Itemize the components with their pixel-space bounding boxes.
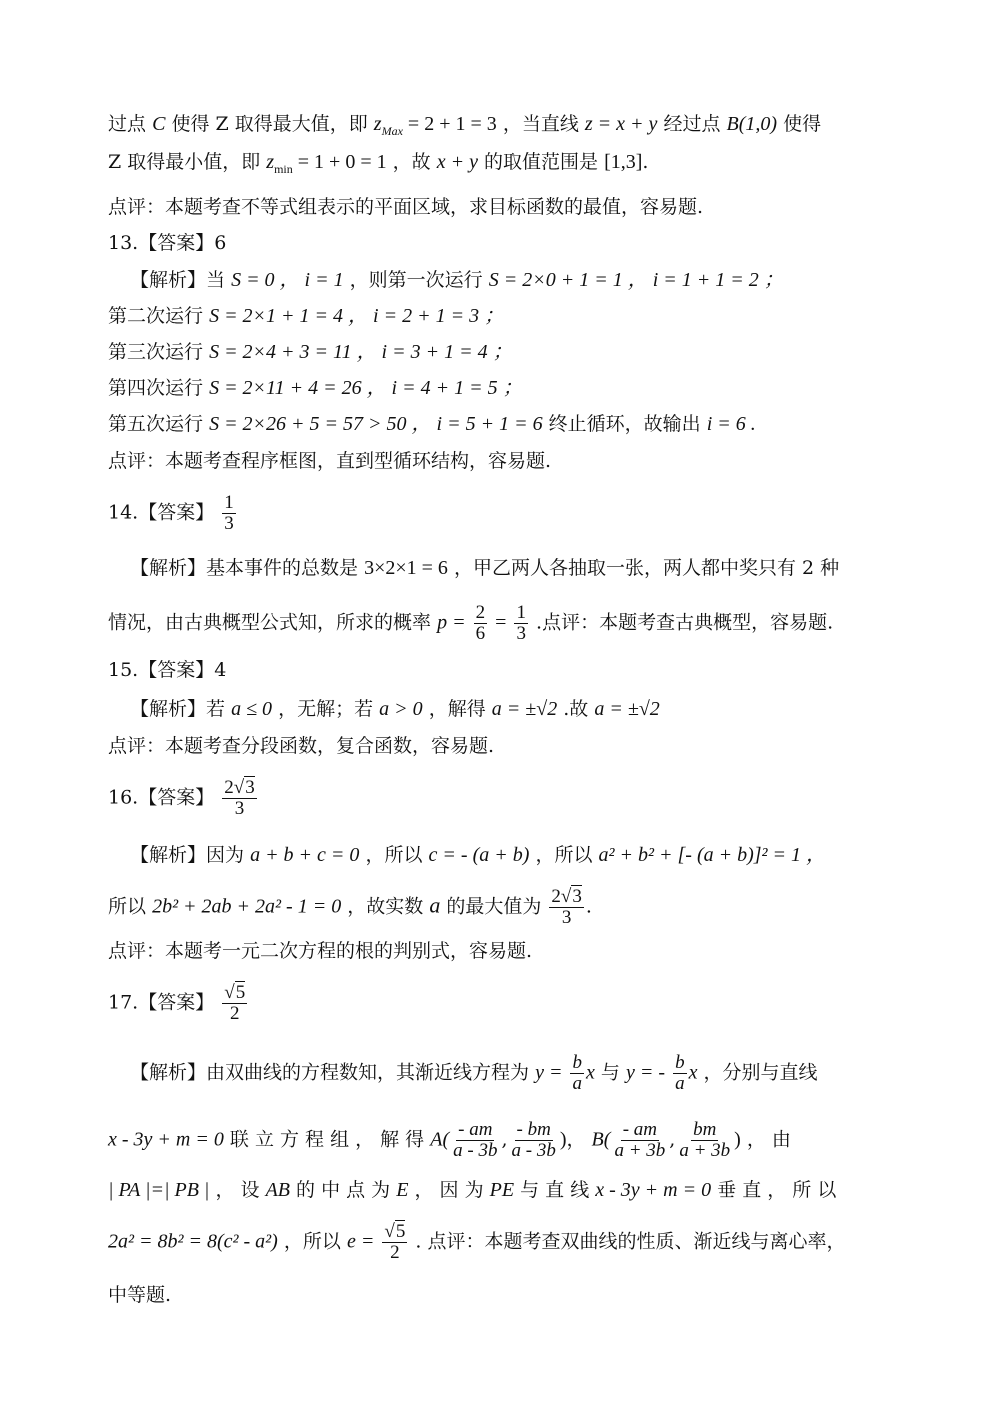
comment-line: 点评：本题考查程序框图，直到型循环结构，容易题. bbox=[108, 450, 552, 472]
math: a bbox=[429, 892, 441, 918]
answer-heading: 17.【答案】 $\frac{√5}{2}$ bbox=[108, 982, 246, 1024]
answer-heading: 14.【答案】 $\frac{1}{3}$ bbox=[108, 492, 234, 534]
fraction: $\frac{2√3}{3}$ bbox=[551, 886, 582, 928]
text: 过点 bbox=[108, 113, 147, 135]
text-line: 【解析】若 a ≤ 0 ，无解；若 a > 0 ，解得 a = ±√2 .故 a = ±√2 bbox=[130, 698, 660, 720]
fraction: $\frac{2}{6}$ bbox=[475, 602, 486, 644]
text: Z 取得最小值，即 bbox=[108, 151, 261, 173]
math: a = ±√2 bbox=[594, 698, 660, 720]
math: B(1,0) bbox=[726, 113, 778, 135]
text-line: 【解析】由双曲线的方程数知，其渐近线方程为 y = $\frac{b}{a}$ x 与 y = - $\frac{b}{a}$ x ，分别与直线 bbox=[130, 1052, 818, 1094]
math: a + b + c = 0 bbox=[250, 844, 360, 866]
answer-heading: 13.【答案】6 bbox=[108, 232, 227, 254]
math: S = 2×26 + 5 = 57 > 50 ， i = 5 + 1 = 6 bbox=[209, 413, 543, 435]
fraction: $\frac{1}{3}$ bbox=[224, 492, 234, 534]
math: S = 2×1 + 1 = 4 ， i = 2 + 1 = 3 ； bbox=[209, 305, 505, 327]
text-line: Z 取得最小值，即 $z_{min} = 1 + 0 = 1$ ，故 x + y 的取值范围是 [1,3]. bbox=[108, 151, 649, 176]
text: 经过点 bbox=[663, 113, 721, 135]
text: 使得 bbox=[783, 113, 822, 135]
math: a = ±√2 bbox=[491, 698, 558, 720]
math: [1,3] bbox=[604, 151, 643, 173]
text-line: 第二次运行 S = 2×1 + 1 = 4 ， i = 2 + 1 = 3 ； bbox=[108, 305, 505, 327]
math: p = bbox=[437, 611, 466, 634]
text-line: 第四次运行 S = 2×11 + 4 = 26 ， i = 4 + 1 = 5 ； bbox=[108, 377, 523, 399]
text-line: 所以 2b² + 2ab + 2a² - 1 = 0 ，故实数 a 的最大值为 $\frac{2√3}{3}$ . bbox=[108, 886, 592, 928]
math: C bbox=[152, 113, 166, 135]
fraction: $\frac{√5}{2}$ bbox=[224, 982, 246, 1024]
text: 使得 Z 取得最大值，即 bbox=[171, 113, 368, 135]
math: 2b² + 2ab + 2a² - 1 = 0 bbox=[152, 895, 342, 918]
text-line: | PA |=| PB | ， 设 AB 的 中 点 为 E ， 因 为 PE 与 直 线 x - 3y + m = 0 垂 直 ， 所 以 bbox=[108, 1179, 837, 1201]
comment-line: 点评：本题考一元二次方程的根的判别式，容易题. bbox=[108, 940, 533, 962]
answer-heading: 16.【答案】 $\frac{2√3}{3}$ bbox=[108, 777, 255, 819]
fraction: $\frac{b}{a}$ bbox=[675, 1052, 685, 1094]
math: S = 2×0 + 1 = 1 ， i = 1 + 1 = 2 ； bbox=[488, 269, 784, 291]
math: i = 6 . bbox=[706, 413, 756, 435]
math: S = 2×4 + 3 = 11 ， i = 3 + 1 = 4 ； bbox=[209, 341, 513, 363]
math: x - 3y + m = 0 bbox=[108, 1128, 224, 1151]
math: $z_{Max} = 2 + 1 = 3$ bbox=[373, 113, 497, 138]
math: c = - (a + b) bbox=[428, 844, 530, 866]
text-line: 第五次运行 S = 2×26 + 5 = 57 > 50 ， i = 5 + 1 = 6 终止循环，故输出 i = 6 . bbox=[108, 413, 756, 435]
text-line: 【解析】基本事件的总数是 3×2×1 = 6 ，甲乙两人各抽取一张，两人都中奖只有 2 种 bbox=[130, 557, 840, 579]
math: 3×2×1 = 6 bbox=[364, 557, 448, 579]
text-line: 【解析】因为 a + b + c = 0 ，所以 c = - (a + b) ，所以 a² + b² + [- (a + b)]² = 1 ， bbox=[130, 844, 827, 866]
math: a² + b² + [- (a + b)]² = 1 ， bbox=[598, 844, 827, 866]
text: 的取值范围是 bbox=[484, 151, 599, 173]
math: S = 0 ， i = 1 bbox=[231, 269, 344, 291]
math: S = 2×11 + 4 = 26 ， i = 4 + 1 = 5 ； bbox=[209, 377, 523, 399]
math: a ≤ 0 bbox=[231, 698, 273, 720]
text: ，当直线 bbox=[502, 113, 579, 135]
text-line: x - 3y + m = 0 联 立 方 程 组 ， 解 得 A( $\frac{- am}{a - 3b}$ , $\frac{- bm}{a - 3b}$ )， B( $\frac{- am}{a + 3b}$ , $\frac{bm}{a + 3b}$ ) ， 由 bbox=[108, 1119, 791, 1161]
math: x + y bbox=[436, 151, 478, 173]
comment-line: 点评：本题考查不等式组表示的平面区域，求目标函数的最值，容易题. bbox=[108, 196, 704, 218]
fraction: $\frac{1}{3}$ bbox=[516, 602, 526, 644]
text: ，故 bbox=[392, 151, 431, 173]
text-line: 情况，由古典概型公式知，所求的概率 p = $\frac{2}{6}$ = $\frac{1}{3}$ .点评：本题考查古典概型，容易题. bbox=[108, 602, 834, 644]
text-line: 第三次运行 S = 2×4 + 3 = 11 ， i = 3 + 1 = 4 ； bbox=[108, 341, 513, 363]
comment-line: 点评：本题考查分段函数，复合函数，容易题. bbox=[108, 735, 495, 757]
fraction: $\frac{√5}{2}$ bbox=[384, 1221, 406, 1263]
answer-heading: 15.【答案】4 bbox=[108, 659, 227, 681]
text-line: 2a² = 8b² = 8(c² - a²) ，所以 e = $\frac{√5}{2}$ . 点评：本题考查双曲线的性质、渐近线与离心率， bbox=[108, 1221, 846, 1263]
math: z = x + y bbox=[584, 113, 658, 135]
text-line: 【解析】当 S = 0 ， i = 1 ，则第一次运行 S = 2×0 + 1 = 1 ， i = 1 + 1 = 2 ； bbox=[130, 269, 784, 291]
text-line bbox=[108, 112, 821, 138]
text-line: 中等题. bbox=[108, 1284, 172, 1306]
fraction: $\frac{2√3}{3}$ bbox=[224, 777, 255, 819]
math: $z_{min} = 1 + 0 = 1$ bbox=[266, 151, 387, 176]
fraction: $\frac{b}{a}$ bbox=[572, 1052, 582, 1094]
math: a > 0 bbox=[379, 698, 423, 720]
